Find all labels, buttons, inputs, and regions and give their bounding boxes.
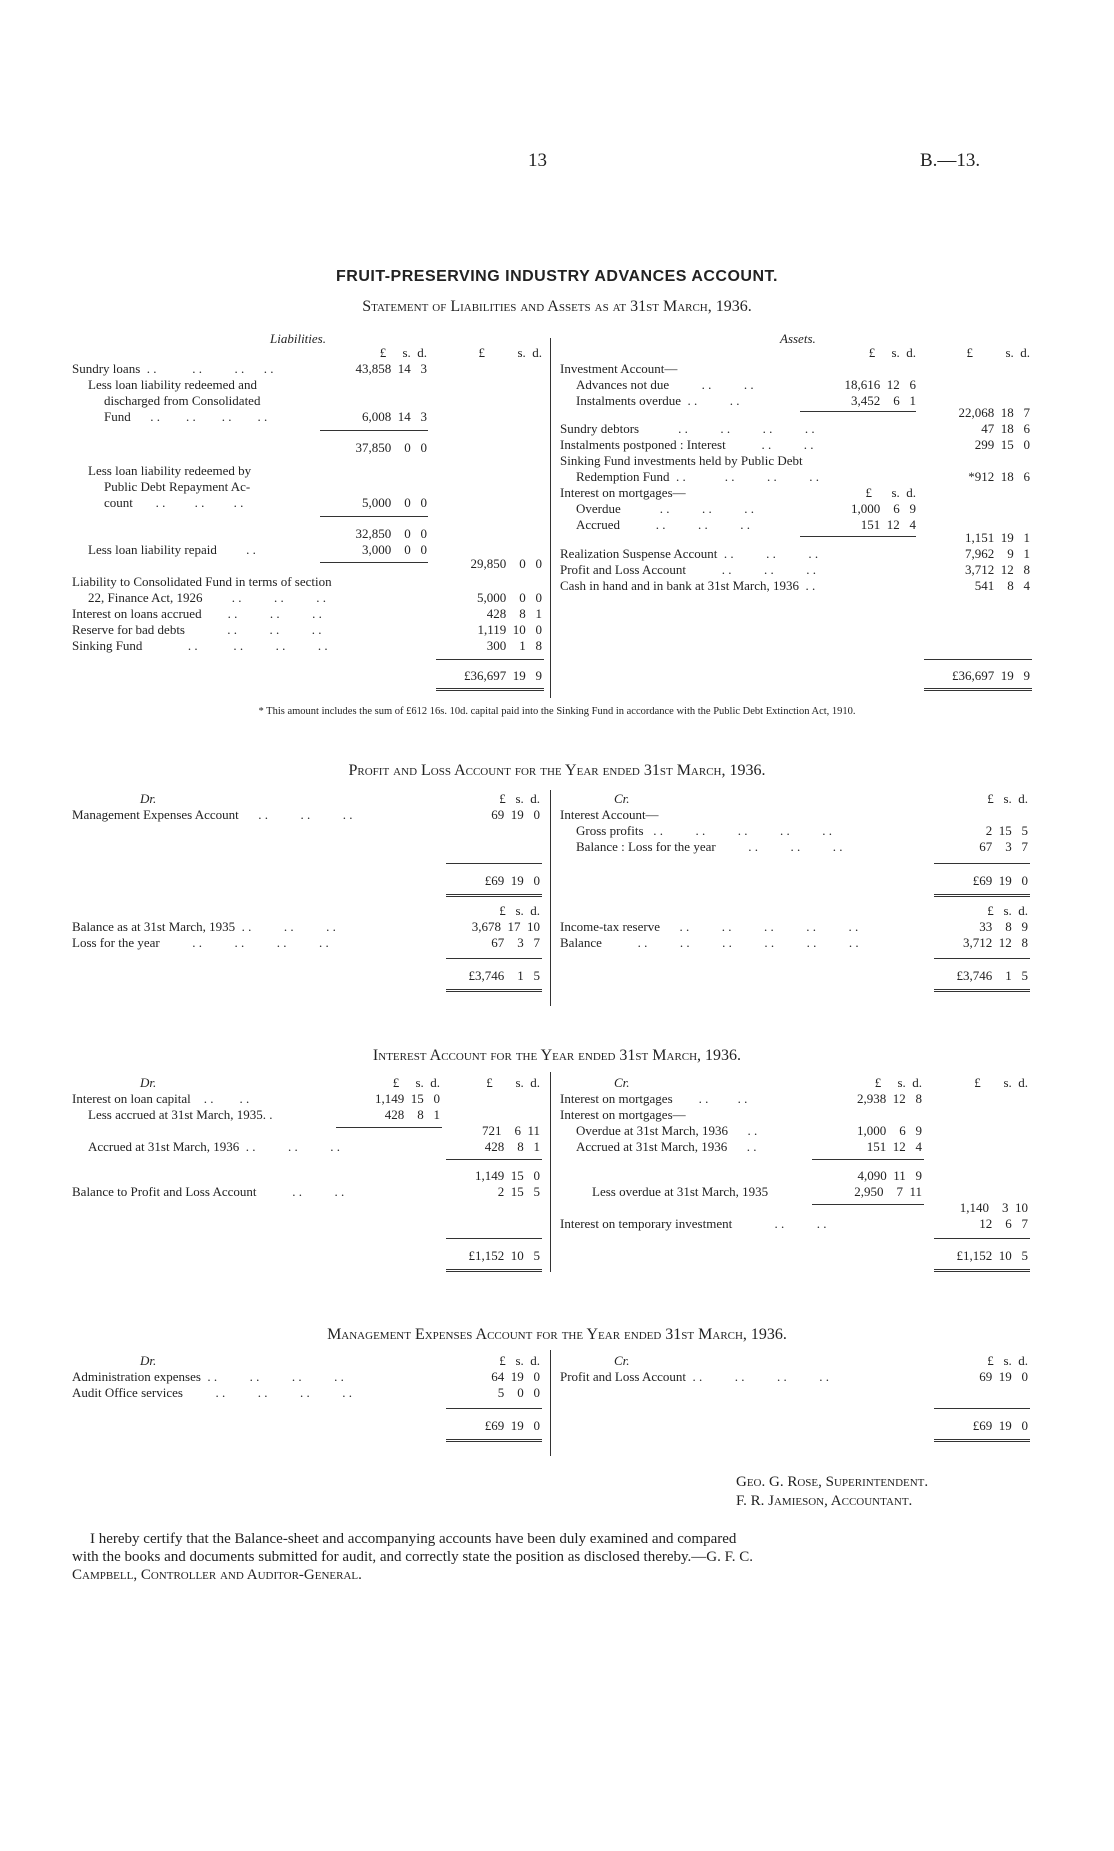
asset-total-amount: 299 15 0	[974, 437, 1030, 452]
interest-debit-row: Accrued at 31st March, 1936 . . . . . .	[88, 1139, 341, 1154]
interest-credit-total-amount: 12 6 7	[979, 1216, 1028, 1231]
asset-total-amount: 1,151 19 1	[965, 530, 1030, 545]
pl-debit-heading: Dr.	[140, 791, 157, 806]
mgmt-debit-amount: 5 0 0	[497, 1385, 540, 1400]
account-title: FRUIT-PRESERVING INDUSTRY ADVANCES ACCOUNT.	[336, 268, 778, 285]
pl-credit-total: £3,746 1 5	[956, 968, 1028, 983]
interest-credit-row: Overdue at 31st March, 1936 . .	[576, 1123, 758, 1138]
pl-debit-column-heading: £ s. d.	[499, 791, 540, 806]
asset-row: Sinking Fund investments held by Public Debt	[560, 453, 803, 468]
total-double-rule	[446, 1269, 542, 1272]
total-double-rule	[446, 1439, 542, 1442]
mgmt-credit-column-heading: £ s. d.	[987, 1353, 1028, 1368]
asset-amount: 151 12 4	[860, 517, 916, 532]
total-rule	[934, 863, 1030, 864]
asset-row: Accrued . . . . . .	[576, 517, 751, 532]
total-rule	[924, 659, 1032, 660]
asset-total-amount: *912 18 6	[968, 469, 1030, 484]
interest-account-title: Interest Account for the Year ended 31st March, 1936.	[372, 1047, 742, 1064]
liability-row: Reserve for bad debts . . . . . .	[72, 622, 322, 637]
mgmt-credit-amount: 69 19 0	[979, 1369, 1028, 1384]
subtotal-rule	[812, 1159, 924, 1160]
certificate-line-3: Campbell, Controller and Auditor-General.	[72, 1567, 362, 1583]
liability-row: Sinking Fund . . . . . . . .	[72, 638, 328, 653]
pl-credit-amount: 3,712 12 8	[963, 935, 1028, 950]
pl-debit-amount: 69 19 0	[491, 807, 540, 822]
mgmt-credit-row: Profit and Loss Account . . . . . . . .	[560, 1369, 830, 1384]
pl-credit-amount: 33 8 9	[979, 919, 1028, 934]
total-double-rule	[924, 688, 1032, 691]
total-rule	[446, 1408, 542, 1409]
asset-amount: 1,000 6 9	[851, 501, 916, 516]
liability-row: Sundry loans . . . . . . . .	[72, 361, 274, 376]
asset-total-amount: 47 18 6	[981, 421, 1030, 436]
total-rule	[446, 863, 542, 864]
interest-credit-amount: 2,938 12 8	[857, 1091, 922, 1106]
asset-subcolumn-heading: £ s. d.	[865, 485, 916, 500]
liability-row: 22, Finance Act, 1926 . . . . . .	[88, 590, 326, 605]
liabilities-grand-total: £36,697 19 9	[464, 668, 542, 683]
subtotal-rule	[446, 1159, 542, 1160]
pl-debit-amount: 3,678 17 10	[471, 919, 540, 934]
total-rule	[446, 958, 542, 959]
pl-credit-amount: 2 15 5	[985, 823, 1028, 838]
total-double-rule	[934, 989, 1030, 992]
liability-row: Interest on loans accrued . . . . . .	[72, 606, 322, 621]
asset-row: Sundry debtors . . . . . . . .	[560, 421, 815, 436]
interest-credit-row: Interest on mortgages . . . .	[560, 1091, 748, 1106]
pl-credit-row: Balance : Loss for the year . . . . . .	[576, 839, 843, 854]
liab-col-head-2: £ s. d.	[478, 345, 542, 360]
certificate-line-1: I hereby certify that the Balance-sheet and accompanying accounts have been duly examined and compared	[90, 1531, 737, 1547]
liability-row: count . . . . . .	[104, 495, 244, 510]
liability-amount: 43,858 14 3	[355, 361, 427, 376]
interest-debit-heading: Dr.	[140, 1075, 157, 1090]
liability-row: Fund . . . . . . . .	[104, 409, 268, 424]
asset-row: Redemption Fund . . . . . . . .	[576, 469, 820, 484]
interest-credit-row: Accrued at 31st March, 1936 . .	[576, 1139, 757, 1154]
liability-amount: 32,850 0 0	[355, 526, 427, 541]
mgmt-debit-row: Audit Office services . . . . . . . .	[72, 1385, 352, 1400]
interest-debit-total: £1,152 10 5	[468, 1248, 540, 1263]
assets-col-head-2: £ s. d.	[966, 345, 1030, 360]
total-double-rule	[436, 688, 544, 691]
pl-credit-row: Balance . . . . . . . . . . . .	[560, 935, 859, 950]
interest-credit-amount: 1,000 6 9	[857, 1123, 922, 1138]
liability-row: discharged from Consolidated	[104, 393, 261, 408]
subtotal-rule	[812, 1204, 924, 1205]
asset-row: Profit and Loss Account . . . . . .	[560, 562, 817, 577]
liability-total-amount: 29,850 0 0	[470, 556, 542, 571]
asset-row: Instalments postponed : Interest . . . .	[560, 437, 814, 452]
footnote: * This amount includes the sum of £612 16s. 10d. capital paid into the Sinking Fund in accordance with the Public Debt Extinction Act, 1910.	[258, 706, 856, 717]
mgmt-debit-total: £69 19 0	[484, 1418, 540, 1433]
document-reference: B.—13.	[920, 150, 981, 171]
interest-debit-amount: 428 8 1	[384, 1107, 440, 1122]
mgmt-debit-amount: 64 19 0	[491, 1369, 540, 1384]
interest-debit-amount: 1,149 15 0	[375, 1091, 440, 1106]
total-double-rule	[446, 989, 542, 992]
assets-col-head-1: £ s. d.	[868, 345, 916, 360]
interest-credit-row: Less overdue at 31st March, 1935	[592, 1184, 769, 1199]
mgmt-debit-column-heading: £ s. d.	[499, 1353, 540, 1368]
interest-credit-row: Interest on mortgages—	[560, 1107, 686, 1122]
liability-row: Public Debt Repayment Ac-	[104, 479, 251, 494]
interest-debit-total-amount: 428 8 1	[484, 1139, 540, 1154]
interest-debit-col-head-1: £ s. d.	[392, 1075, 440, 1090]
assets-heading: Assets.	[780, 331, 816, 346]
interest-credit-amount: 4,090 11 9	[857, 1168, 922, 1183]
subtotal-rule	[320, 562, 428, 563]
asset-amount: 18,616 12 6	[844, 377, 916, 392]
interest-debit-total-amount: 1,149 15 0	[475, 1168, 540, 1183]
asset-total-amount: 3,712 12 8	[965, 562, 1030, 577]
statement-subtitle: Statement of Liabilities and Assets as at 31st March, 1936.	[362, 298, 752, 315]
liability-total-amount: 300 1 8	[486, 638, 542, 653]
liabilities-heading: Liabilities.	[270, 331, 326, 346]
page-number: 13	[528, 150, 547, 171]
profit-loss-divider	[550, 790, 551, 1006]
total-double-rule	[934, 1439, 1030, 1442]
liability-total-amount: 5,000 0 0	[477, 590, 542, 605]
pl-credit-column-heading: £ s. d.	[987, 791, 1028, 806]
interest-debit-col-head-2: £ s. d.	[486, 1075, 540, 1090]
total-double-rule	[934, 894, 1030, 897]
certificate-line-2: with the books and documents submitted for audit, and correctly state the position as disclosed thereby.—G. F. C.	[72, 1549, 754, 1565]
total-double-rule	[446, 894, 542, 897]
pl-credit-row: Gross profits . . . . . . . . . .	[576, 823, 833, 838]
pl-credit-row: Income-tax reserve . . . . . . . . . .	[560, 919, 859, 934]
asset-row: Cash in hand and in bank at 31st March, 1936 . .	[560, 578, 816, 593]
liability-amount: 6,008 14 3	[362, 409, 427, 424]
pl-debit-row: Management Expenses Account . . . . . .	[72, 807, 353, 822]
liability-row: Less loan liability redeemed by	[88, 463, 252, 478]
pl-credit-total: £69 19 0	[972, 873, 1028, 888]
liability-amount: 37,850 0 0	[355, 440, 427, 455]
asset-row: Overdue . . . . . .	[576, 501, 755, 516]
asset-amount: 3,452 6 1	[851, 393, 916, 408]
subtotal-rule	[800, 411, 916, 412]
liability-amount: 5,000 0 0	[362, 495, 427, 510]
subtotal-rule	[320, 516, 428, 517]
asset-row: Investment Account—	[560, 361, 678, 376]
interest-credit-row: Interest on temporary investment . . . .	[560, 1216, 827, 1231]
interest-credit-amount: 2,950 7 11	[854, 1184, 922, 1199]
mgmt-debit-row: Administration expenses . . . . . . . .	[72, 1369, 344, 1384]
asset-row: Interest on mortgages—	[560, 485, 686, 500]
pl-debit-total: £3,746 1 5	[468, 968, 540, 983]
interest-credit-total-amount: 1,140 3 10	[959, 1200, 1028, 1215]
liability-total-amount: 428 8 1	[486, 606, 542, 621]
total-rule	[934, 1408, 1030, 1409]
subtotal-rule	[800, 536, 916, 537]
profit-loss-title: Profit and Loss Account for the Year ended 31st March, 1936.	[348, 762, 766, 779]
pl-credit-amount: 67 3 7	[979, 839, 1028, 854]
total-double-rule	[934, 1269, 1030, 1272]
mgmt-credit-heading: Cr.	[614, 1353, 630, 1368]
interest-credit-col-head-2: £ s. d.	[974, 1075, 1028, 1090]
management-divider	[550, 1350, 551, 1456]
asset-row: Realization Suspense Account . . . . . .	[560, 546, 819, 561]
pl-debit-row: Loss for the year . . . . . . . .	[72, 935, 329, 950]
pl-debit-total: £69 19 0	[484, 873, 540, 888]
total-rule	[436, 659, 544, 660]
interest-divider	[550, 1072, 551, 1272]
management-expenses-title: Management Expenses Account for the Year ended 31st March, 1936.	[327, 1326, 787, 1343]
asset-total-amount: 22,068 18 7	[958, 405, 1030, 420]
pl-credit-column-heading: £ s. d.	[987, 903, 1028, 918]
signature-accountant: F. R. Jamieson, Accountant.	[736, 1493, 913, 1509]
total-rule	[934, 958, 1030, 959]
assets-grand-total: £36,697 19 9	[952, 668, 1030, 683]
subtotal-rule	[320, 430, 428, 431]
balance-sheet-divider	[550, 338, 551, 698]
pl-credit-heading: Cr.	[614, 791, 630, 806]
asset-total-amount: 541 8 4	[974, 578, 1030, 593]
total-rule	[934, 1238, 1030, 1239]
interest-credit-total: £1,152 10 5	[956, 1248, 1028, 1263]
asset-total-amount: 7,962 9 1	[965, 546, 1030, 561]
pl-debit-row: Balance as at 31st March, 1935 . . . . . .	[72, 919, 336, 934]
interest-credit-heading: Cr.	[614, 1075, 630, 1090]
signature-superintendent: Geo. G. Rose, Superintendent.	[736, 1474, 929, 1490]
liab-col-head-1: £ s. d.	[379, 345, 427, 360]
subtotal-rule	[336, 1127, 442, 1128]
liability-amount: 3,000 0 0	[362, 542, 427, 557]
total-rule	[446, 1238, 542, 1239]
asset-row: Instalments overdue . . . .	[576, 393, 740, 408]
liability-total-amount: 1,119 10 0	[477, 622, 542, 637]
liability-row: Liability to Consolidated Fund in terms of section	[72, 574, 332, 589]
pl-credit-row: Interest Account—	[560, 807, 659, 822]
interest-credit-amount: 151 12 4	[866, 1139, 922, 1154]
mgmt-debit-heading: Dr.	[140, 1353, 157, 1368]
interest-credit-col-head-1: £ s. d.	[874, 1075, 922, 1090]
mgmt-credit-total: £69 19 0	[972, 1418, 1028, 1433]
liability-row: Less loan liability repaid . .	[88, 542, 256, 557]
interest-debit-total-amount: 721 6 11	[481, 1123, 540, 1138]
pl-debit-amount: 67 3 7	[491, 935, 540, 950]
pl-debit-column-heading: £ s. d.	[499, 903, 540, 918]
asset-row: Advances not due . . . .	[576, 377, 754, 392]
interest-debit-row: Less accrued at 31st March, 1935. .	[88, 1107, 273, 1122]
interest-debit-total-amount: 2 15 5	[497, 1184, 540, 1199]
interest-debit-row: Interest on loan capital . . . .	[72, 1091, 250, 1106]
interest-debit-row: Balance to Profit and Loss Account . . . .	[72, 1184, 345, 1199]
liability-row: Less loan liability redeemed and	[88, 377, 257, 392]
